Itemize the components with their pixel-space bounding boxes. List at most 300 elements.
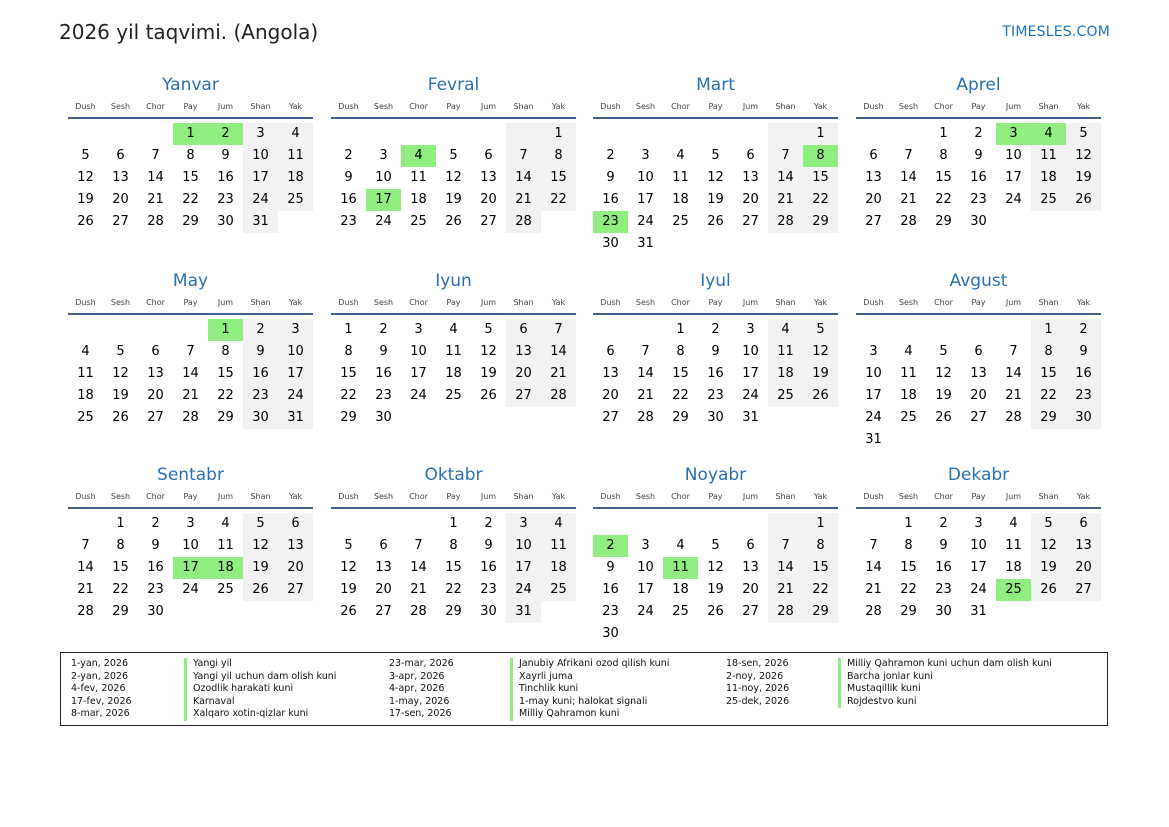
day-cell[interactable]: 29: [935, 214, 952, 229]
day-cell[interactable]: 13: [865, 170, 882, 185]
day-cell[interactable]: 16: [217, 170, 234, 185]
day-cell[interactable]: 26: [243, 579, 278, 601]
day-cell[interactable]: 9: [221, 148, 230, 163]
day-cell[interactable]: 21: [1005, 388, 1022, 403]
day-cell[interactable]: 10: [278, 341, 313, 363]
day-cell[interactable]: 24: [506, 579, 541, 601]
day-cell[interactable]: 2: [243, 319, 278, 341]
day-cell[interactable]: 26: [77, 214, 94, 229]
day-cell[interactable]: 18: [900, 388, 917, 403]
day-cell[interactable]: 4: [676, 538, 685, 553]
day-cell[interactable]: 8: [803, 535, 838, 557]
day-cell[interactable]: 24: [410, 388, 427, 403]
day-cell[interactable]: 4: [1009, 516, 1018, 531]
day-cell[interactable]: 25: [900, 410, 917, 425]
holiday-day-cell[interactable]: 18: [208, 557, 243, 579]
day-cell[interactable]: 29: [1031, 407, 1066, 429]
day-cell[interactable]: 13: [602, 366, 619, 381]
day-cell[interactable]: 27: [278, 579, 313, 601]
day-cell[interactable]: 26: [480, 388, 497, 403]
day-cell[interactable]: 31: [970, 604, 987, 619]
day-cell[interactable]: 8: [904, 538, 913, 553]
day-cell[interactable]: 7: [414, 538, 423, 553]
day-cell[interactable]: 29: [445, 604, 462, 619]
day-cell[interactable]: 5: [1066, 123, 1101, 145]
day-cell[interactable]: 24: [970, 582, 987, 597]
day-cell[interactable]: 9: [606, 170, 615, 185]
day-cell[interactable]: 31: [278, 407, 313, 429]
day-cell[interactable]: 15: [340, 366, 357, 381]
day-cell[interactable]: 21: [77, 582, 94, 597]
day-cell[interactable]: 26: [1066, 189, 1101, 211]
day-cell[interactable]: 20: [602, 388, 619, 403]
holiday-day-cell[interactable]: 8: [803, 145, 838, 167]
day-cell[interactable]: 6: [379, 538, 388, 553]
day-cell[interactable]: 14: [768, 167, 803, 189]
day-cell[interactable]: 30: [707, 410, 724, 425]
day-cell[interactable]: 30: [480, 604, 497, 619]
day-cell[interactable]: 8: [186, 148, 195, 163]
day-cell[interactable]: 6: [278, 513, 313, 535]
day-cell[interactable]: 22: [803, 579, 838, 601]
day-cell[interactable]: 3: [186, 516, 195, 531]
day-cell[interactable]: 29: [672, 410, 689, 425]
day-cell[interactable]: 7: [81, 538, 90, 553]
day-cell[interactable]: 16: [243, 363, 278, 385]
day-cell[interactable]: 12: [445, 170, 462, 185]
day-cell[interactable]: 13: [112, 170, 129, 185]
day-cell[interactable]: 13: [742, 170, 759, 185]
day-cell[interactable]: 12: [1031, 535, 1066, 557]
day-cell[interactable]: 14: [865, 560, 882, 575]
day-cell[interactable]: 5: [803, 319, 838, 341]
day-cell[interactable]: 12: [935, 366, 952, 381]
day-cell[interactable]: 1: [541, 123, 576, 145]
day-cell[interactable]: 24: [375, 214, 392, 229]
day-cell[interactable]: 5: [484, 322, 493, 337]
day-cell[interactable]: 16: [970, 170, 987, 185]
day-cell[interactable]: 25: [1031, 189, 1066, 211]
day-cell[interactable]: 13: [1066, 535, 1101, 557]
day-cell[interactable]: 14: [410, 560, 427, 575]
day-cell[interactable]: 18: [77, 388, 94, 403]
day-cell[interactable]: 19: [1031, 557, 1066, 579]
day-cell[interactable]: 25: [672, 214, 689, 229]
day-cell[interactable]: 14: [77, 560, 94, 575]
day-cell[interactable]: 28: [1005, 410, 1022, 425]
day-cell[interactable]: 18: [1031, 167, 1066, 189]
holiday-day-cell[interactable]: 1: [173, 123, 208, 145]
day-cell[interactable]: 21: [768, 189, 803, 211]
day-cell[interactable]: 20: [865, 192, 882, 207]
day-cell[interactable]: 10: [410, 344, 427, 359]
day-cell[interactable]: 21: [768, 579, 803, 601]
day-cell[interactable]: 3: [974, 516, 983, 531]
day-cell[interactable]: 30: [602, 236, 619, 251]
day-cell[interactable]: 27: [147, 410, 164, 425]
day-cell[interactable]: 30: [375, 410, 392, 425]
day-cell[interactable]: 17: [243, 167, 278, 189]
day-cell[interactable]: 8: [676, 344, 685, 359]
day-cell[interactable]: 23: [602, 604, 619, 619]
day-cell[interactable]: 25: [672, 604, 689, 619]
day-cell[interactable]: 28: [768, 601, 803, 623]
day-cell[interactable]: 7: [506, 145, 541, 167]
day-cell[interactable]: 1: [803, 513, 838, 535]
day-cell[interactable]: 16: [147, 560, 164, 575]
day-cell[interactable]: 20: [742, 192, 759, 207]
day-cell[interactable]: 3: [746, 322, 755, 337]
day-cell[interactable]: 31: [506, 601, 541, 623]
day-cell[interactable]: 12: [480, 344, 497, 359]
day-cell[interactable]: 22: [672, 388, 689, 403]
day-cell[interactable]: 22: [112, 582, 129, 597]
day-cell[interactable]: 18: [672, 192, 689, 207]
day-cell[interactable]: 23: [340, 214, 357, 229]
day-cell[interactable]: 15: [445, 560, 462, 575]
day-cell[interactable]: 22: [445, 582, 462, 597]
day-cell[interactable]: 24: [637, 214, 654, 229]
day-cell[interactable]: 11: [768, 341, 803, 363]
day-cell[interactable]: 3: [641, 148, 650, 163]
day-cell[interactable]: 3: [414, 322, 423, 337]
day-cell[interactable]: 19: [803, 363, 838, 385]
day-cell[interactable]: 23: [147, 582, 164, 597]
day-cell[interactable]: 17: [278, 363, 313, 385]
day-cell[interactable]: 4: [904, 344, 913, 359]
day-cell[interactable]: 27: [602, 410, 619, 425]
day-cell[interactable]: 1: [939, 126, 948, 141]
day-cell[interactable]: 16: [707, 366, 724, 381]
day-cell[interactable]: 20: [147, 388, 164, 403]
day-cell[interactable]: 28: [77, 604, 94, 619]
day-cell[interactable]: 12: [707, 560, 724, 575]
day-cell[interactable]: 7: [641, 344, 650, 359]
day-cell[interactable]: 15: [803, 557, 838, 579]
day-cell[interactable]: 23: [480, 582, 497, 597]
day-cell[interactable]: 20: [970, 388, 987, 403]
day-cell[interactable]: 16: [340, 192, 357, 207]
day-cell[interactable]: 6: [1066, 513, 1101, 535]
day-cell[interactable]: 1: [1031, 319, 1066, 341]
day-cell[interactable]: 8: [221, 344, 230, 359]
day-cell[interactable]: 4: [278, 123, 313, 145]
day-cell[interactable]: 4: [768, 319, 803, 341]
day-cell[interactable]: 14: [541, 341, 576, 363]
day-cell[interactable]: 7: [768, 145, 803, 167]
day-cell[interactable]: 9: [939, 538, 948, 553]
day-cell[interactable]: 25: [278, 189, 313, 211]
day-cell[interactable]: 28: [410, 604, 427, 619]
day-cell[interactable]: 8: [344, 344, 353, 359]
day-cell[interactable]: 16: [375, 366, 392, 381]
day-cell[interactable]: 29: [182, 214, 199, 229]
day-cell[interactable]: 13: [147, 366, 164, 381]
day-cell[interactable]: 4: [541, 513, 576, 535]
day-cell[interactable]: 16: [1066, 363, 1101, 385]
day-cell[interactable]: 19: [112, 388, 129, 403]
day-cell[interactable]: 2: [606, 148, 615, 163]
day-cell[interactable]: 6: [506, 319, 541, 341]
day-cell[interactable]: 20: [506, 363, 541, 385]
day-cell[interactable]: 29: [803, 601, 838, 623]
day-cell[interactable]: 7: [1009, 344, 1018, 359]
day-cell[interactable]: 24: [1005, 192, 1022, 207]
day-cell[interactable]: 21: [147, 192, 164, 207]
day-cell[interactable]: 7: [904, 148, 913, 163]
day-cell[interactable]: 15: [1031, 363, 1066, 385]
holiday-day-cell[interactable]: 17: [366, 189, 401, 211]
day-cell[interactable]: 30: [1066, 407, 1101, 429]
day-cell[interactable]: 18: [445, 366, 462, 381]
day-cell[interactable]: 10: [375, 170, 392, 185]
day-cell[interactable]: 19: [707, 192, 724, 207]
day-cell[interactable]: 28: [637, 410, 654, 425]
day-cell[interactable]: 13: [480, 170, 497, 185]
day-cell[interactable]: 27: [480, 214, 497, 229]
holiday-day-cell[interactable]: 1: [208, 319, 243, 341]
day-cell[interactable]: 27: [865, 214, 882, 229]
day-cell[interactable]: 10: [182, 538, 199, 553]
day-cell[interactable]: 2: [974, 126, 983, 141]
day-cell[interactable]: 26: [935, 410, 952, 425]
day-cell[interactable]: 23: [1066, 385, 1101, 407]
holiday-day-cell[interactable]: 4: [401, 145, 436, 167]
day-cell[interactable]: 12: [243, 535, 278, 557]
day-cell[interactable]: 1: [344, 322, 353, 337]
day-cell[interactable]: 25: [217, 582, 234, 597]
day-cell[interactable]: 17: [970, 560, 987, 575]
day-cell[interactable]: 4: [81, 344, 90, 359]
day-cell[interactable]: 7: [186, 344, 195, 359]
day-cell[interactable]: 19: [1066, 167, 1101, 189]
day-cell[interactable]: 30: [970, 214, 987, 229]
day-cell[interactable]: 12: [803, 341, 838, 363]
day-cell[interactable]: 2: [151, 516, 160, 531]
day-cell[interactable]: 17: [1005, 170, 1022, 185]
day-cell[interactable]: 17: [637, 582, 654, 597]
day-cell[interactable]: 9: [606, 560, 615, 575]
day-cell[interactable]: 30: [935, 604, 952, 619]
day-cell[interactable]: 9: [151, 538, 160, 553]
day-cell[interactable]: 31: [637, 236, 654, 251]
day-cell[interactable]: 10: [865, 366, 882, 381]
day-cell[interactable]: 20: [742, 582, 759, 597]
day-cell[interactable]: 24: [742, 388, 759, 403]
day-cell[interactable]: 14: [147, 170, 164, 185]
day-cell[interactable]: 8: [541, 145, 576, 167]
day-cell[interactable]: 13: [970, 366, 987, 381]
day-cell[interactable]: 27: [506, 385, 541, 407]
day-cell[interactable]: 12: [340, 560, 357, 575]
day-cell[interactable]: 14: [900, 170, 917, 185]
day-cell[interactable]: 22: [217, 388, 234, 403]
day-cell[interactable]: 7: [869, 538, 878, 553]
day-cell[interactable]: 11: [1031, 145, 1066, 167]
day-cell[interactable]: 15: [541, 167, 576, 189]
holiday-day-cell[interactable]: 17: [173, 557, 208, 579]
day-cell[interactable]: 31: [742, 410, 759, 425]
day-cell[interactable]: 9: [379, 344, 388, 359]
day-cell[interactable]: 19: [935, 388, 952, 403]
day-cell[interactable]: 7: [151, 148, 160, 163]
day-cell[interactable]: 24: [182, 582, 199, 597]
day-cell[interactable]: 17: [637, 192, 654, 207]
day-cell[interactable]: 27: [742, 604, 759, 619]
day-cell[interactable]: 14: [637, 366, 654, 381]
day-cell[interactable]: 16: [602, 582, 619, 597]
day-cell[interactable]: 15: [803, 167, 838, 189]
day-cell[interactable]: 11: [445, 344, 462, 359]
day-cell[interactable]: 14: [768, 557, 803, 579]
day-cell[interactable]: 29: [900, 604, 917, 619]
day-cell[interactable]: 26: [707, 214, 724, 229]
day-cell[interactable]: 11: [410, 170, 427, 185]
day-cell[interactable]: 5: [243, 513, 278, 535]
day-cell[interactable]: 7: [768, 535, 803, 557]
day-cell[interactable]: 21: [900, 192, 917, 207]
day-cell[interactable]: 25: [77, 410, 94, 425]
day-cell[interactable]: 31: [865, 432, 882, 447]
day-cell[interactable]: 30: [217, 214, 234, 229]
day-cell[interactable]: 20: [278, 557, 313, 579]
day-cell[interactable]: 19: [340, 582, 357, 597]
day-cell[interactable]: 17: [865, 388, 882, 403]
day-cell[interactable]: 23: [375, 388, 392, 403]
day-cell[interactable]: 28: [506, 211, 541, 233]
day-cell[interactable]: 21: [410, 582, 427, 597]
day-cell[interactable]: 14: [182, 366, 199, 381]
brand-link[interactable]: TIMESLES.COM: [1002, 24, 1110, 40]
day-cell[interactable]: 28: [147, 214, 164, 229]
day-cell[interactable]: 5: [344, 538, 353, 553]
day-cell[interactable]: 18: [278, 167, 313, 189]
day-cell[interactable]: 19: [480, 366, 497, 381]
holiday-day-cell[interactable]: 25: [996, 579, 1031, 601]
day-cell[interactable]: 6: [606, 344, 615, 359]
holiday-day-cell[interactable]: 3: [996, 123, 1031, 145]
day-cell[interactable]: 20: [480, 192, 497, 207]
day-cell[interactable]: 11: [77, 366, 94, 381]
day-cell[interactable]: 10: [970, 538, 987, 553]
day-cell[interactable]: 12: [77, 170, 94, 185]
day-cell[interactable]: 31: [243, 211, 278, 233]
day-cell[interactable]: 15: [182, 170, 199, 185]
day-cell[interactable]: 24: [637, 604, 654, 619]
day-cell[interactable]: 5: [711, 148, 720, 163]
day-cell[interactable]: 24: [243, 189, 278, 211]
day-cell[interactable]: 3: [379, 148, 388, 163]
day-cell[interactable]: 21: [506, 189, 541, 211]
day-cell[interactable]: 10: [637, 170, 654, 185]
day-cell[interactable]: 1: [904, 516, 913, 531]
day-cell[interactable]: 17: [506, 557, 541, 579]
holiday-day-cell[interactable]: 2: [208, 123, 243, 145]
day-cell[interactable]: 15: [900, 560, 917, 575]
day-cell[interactable]: 28: [541, 385, 576, 407]
day-cell[interactable]: 11: [672, 170, 689, 185]
day-cell[interactable]: 28: [865, 604, 882, 619]
day-cell[interactable]: 2: [1066, 319, 1101, 341]
day-cell[interactable]: 18: [672, 582, 689, 597]
day-cell[interactable]: 5: [116, 344, 125, 359]
day-cell[interactable]: 13: [506, 341, 541, 363]
day-cell[interactable]: 20: [375, 582, 392, 597]
day-cell[interactable]: 16: [935, 560, 952, 575]
day-cell[interactable]: 15: [672, 366, 689, 381]
day-cell[interactable]: 18: [541, 557, 576, 579]
day-cell[interactable]: 21: [637, 388, 654, 403]
day-cell[interactable]: 6: [974, 344, 983, 359]
day-cell[interactable]: 23: [935, 582, 952, 597]
day-cell[interactable]: 25: [768, 385, 803, 407]
day-cell[interactable]: 23: [217, 192, 234, 207]
day-cell[interactable]: 13: [375, 560, 392, 575]
day-cell[interactable]: 8: [449, 538, 458, 553]
day-cell[interactable]: 1: [449, 516, 458, 531]
day-cell[interactable]: 29: [217, 410, 234, 425]
day-cell[interactable]: 9: [344, 170, 353, 185]
day-cell[interactable]: 3: [869, 344, 878, 359]
day-cell[interactable]: 8: [1031, 341, 1066, 363]
day-cell[interactable]: 1: [116, 516, 125, 531]
day-cell[interactable]: 12: [112, 366, 129, 381]
day-cell[interactable]: 22: [935, 192, 952, 207]
day-cell[interactable]: 6: [746, 538, 755, 553]
day-cell[interactable]: 2: [939, 516, 948, 531]
day-cell[interactable]: 19: [445, 192, 462, 207]
day-cell[interactable]: 28: [900, 214, 917, 229]
day-cell[interactable]: 19: [707, 582, 724, 597]
day-cell[interactable]: 10: [243, 145, 278, 167]
day-cell[interactable]: 10: [1005, 148, 1022, 163]
day-cell[interactable]: 25: [445, 388, 462, 403]
day-cell[interactable]: 27: [742, 214, 759, 229]
day-cell[interactable]: 15: [217, 366, 234, 381]
day-cell[interactable]: 6: [484, 148, 493, 163]
day-cell[interactable]: 20: [1066, 557, 1101, 579]
day-cell[interactable]: 27: [375, 604, 392, 619]
day-cell[interactable]: 17: [742, 366, 759, 381]
day-cell[interactable]: 26: [1031, 579, 1066, 601]
day-cell[interactable]: 12: [1066, 145, 1101, 167]
day-cell[interactable]: 9: [243, 341, 278, 363]
day-cell[interactable]: 18: [1005, 560, 1022, 575]
day-cell[interactable]: 10: [637, 560, 654, 575]
day-cell[interactable]: 5: [449, 148, 458, 163]
day-cell[interactable]: 22: [182, 192, 199, 207]
day-cell[interactable]: 14: [1005, 366, 1022, 381]
day-cell[interactable]: 13: [278, 535, 313, 557]
day-cell[interactable]: 23: [243, 385, 278, 407]
day-cell[interactable]: 25: [541, 579, 576, 601]
day-cell[interactable]: 26: [707, 604, 724, 619]
day-cell[interactable]: 15: [112, 560, 129, 575]
day-cell[interactable]: 24: [865, 410, 882, 425]
holiday-day-cell[interactable]: 11: [663, 557, 698, 579]
day-cell[interactable]: 6: [869, 148, 878, 163]
day-cell[interactable]: 4: [221, 516, 230, 531]
day-cell[interactable]: 23: [707, 388, 724, 403]
day-cell[interactable]: 22: [1031, 385, 1066, 407]
day-cell[interactable]: 11: [541, 535, 576, 557]
day-cell[interactable]: 27: [970, 410, 987, 425]
day-cell[interactable]: 2: [379, 322, 388, 337]
day-cell[interactable]: 26: [803, 385, 838, 407]
day-cell[interactable]: 21: [865, 582, 882, 597]
day-cell[interactable]: 29: [803, 211, 838, 233]
day-cell[interactable]: 5: [1031, 513, 1066, 535]
